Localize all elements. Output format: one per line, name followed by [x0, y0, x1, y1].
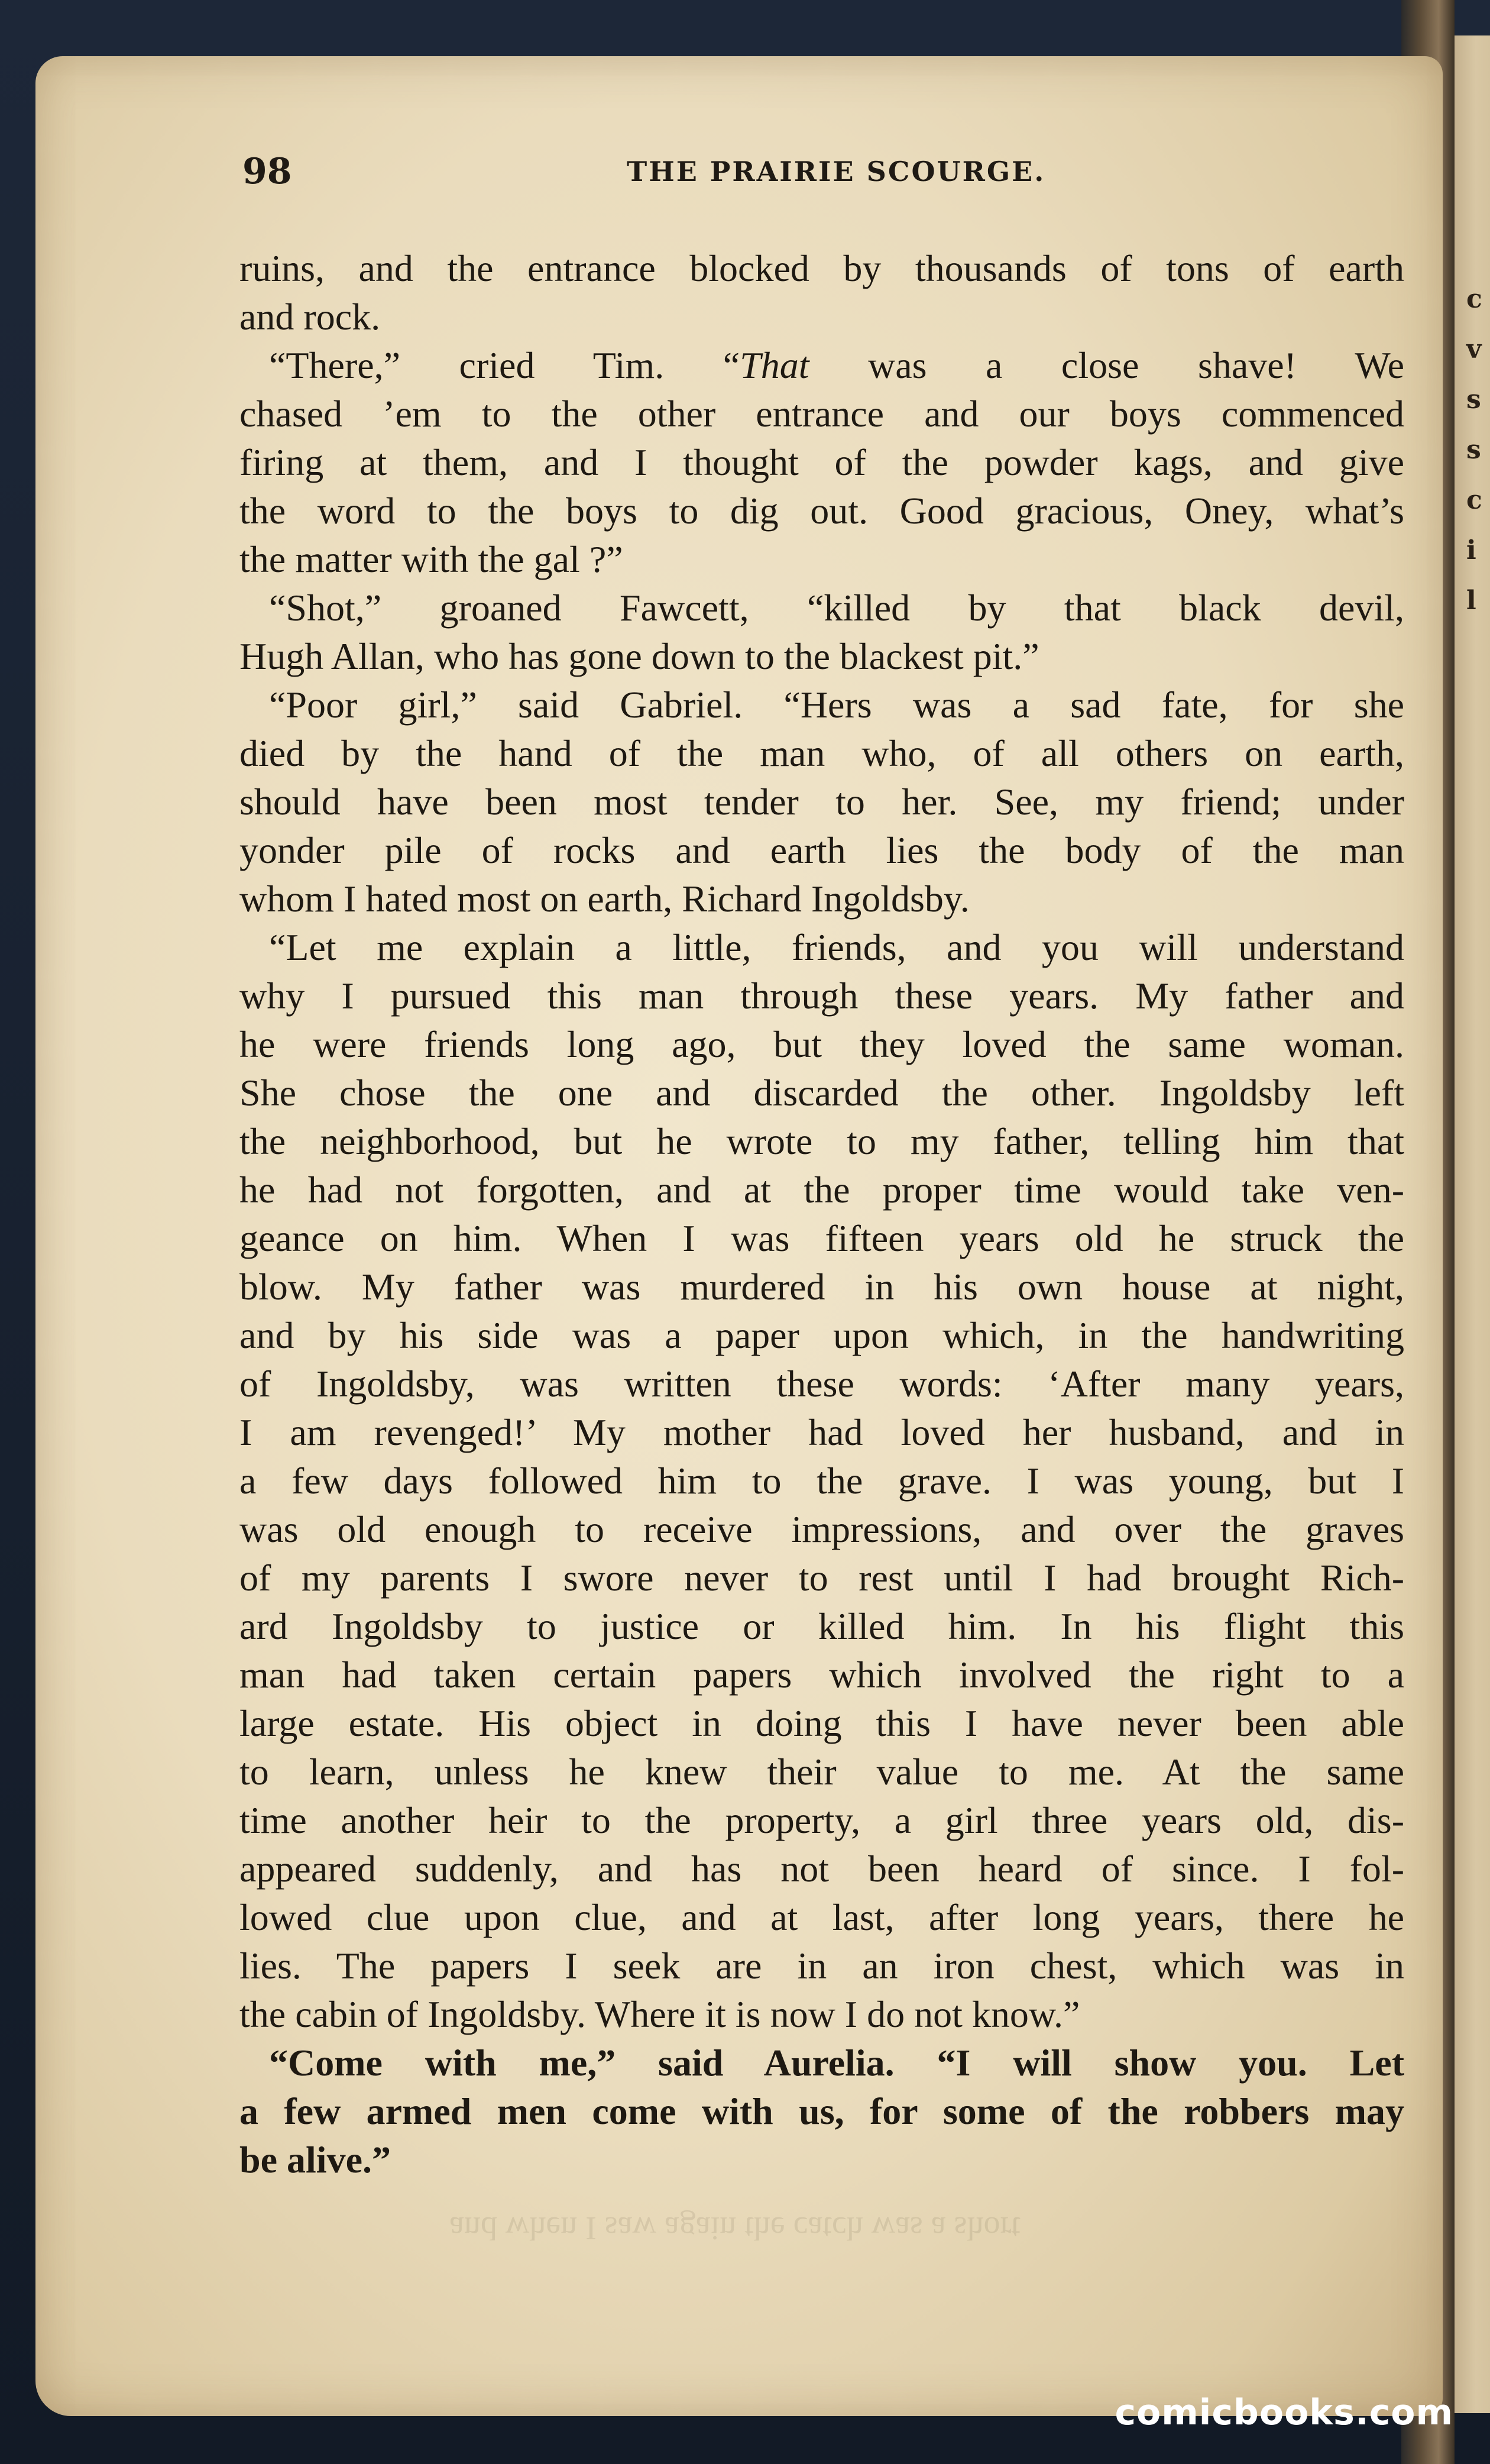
facing-page-fragment: c: [1466, 485, 1482, 515]
text-line: “Poor girl,” said Gabriel. “Hers was a sad fate, for she: [269, 684, 1404, 726]
text-line: the matter with the gal ?”: [239, 538, 623, 580]
text-line: geance on him. When I was fifteen years old he struck the: [239, 1217, 1404, 1259]
text-fragment: was a close shave! We: [809, 344, 1404, 386]
text-line: “Shot,” groaned Fawcett, “killed by that black devil,: [269, 587, 1404, 629]
text-line: “Let me explain a little, friends, and you will understand: [269, 926, 1404, 968]
text-line: and rock.: [239, 296, 381, 338]
italic-word: That: [740, 344, 809, 386]
facing-page-fragment: c: [1466, 284, 1482, 314]
watermark: comicbooks.com: [1115, 2392, 1453, 2433]
text-line: the neighborhood, but he wrote to my father, telling him that: [239, 1120, 1404, 1162]
text-line: ruins, and the entrance blocked by thousands of tons of earth: [239, 247, 1404, 289]
text-line: was old enough to receive impressions, and over the graves: [239, 1508, 1404, 1550]
text-line: died by the hand of the man who, of all others on earth,: [239, 732, 1404, 774]
page-header: [242, 151, 1366, 204]
text-line: he had not forgotten, and at the proper time would take ven-: [239, 1169, 1404, 1211]
body-text: [239, 244, 1404, 2184]
text-line: man had taken certain papers which involved the right to a: [239, 1654, 1404, 1696]
text-line: appeared suddenly, and has not been heard of since. I fol-: [239, 1848, 1404, 1890]
page-number: 98: [242, 151, 292, 192]
facing-page-fragment: s: [1466, 435, 1481, 465]
facing-page-fragment: i: [1466, 535, 1476, 565]
text-line: large estate. His object in doing this I have never been able: [239, 1702, 1404, 1744]
text-line: chased ’em to the other entrance and our boys commenced: [239, 393, 1404, 435]
text-line: I am revenged!’ My mother had loved her husband, and in: [239, 1411, 1404, 1453]
text-line: ard Ingoldsby to justice or killed him. In his flight this: [239, 1605, 1404, 1647]
text-line: whom I hated most on earth, Richard Ingoldsby.: [239, 878, 970, 920]
text-line: the cabin of Ingoldsby. Where it is now I do not know.”: [239, 1993, 1080, 2035]
facing-page-fragment: l: [1466, 586, 1476, 616]
text-line: time another heir to the property, a girl three years old, dis-: [239, 1799, 1404, 1841]
bleed-through-text: and when I saw again the catch was a short: [449, 2210, 1021, 2246]
facing-page-fragment: s: [1466, 384, 1481, 415]
text-line: firing at them, and I thought of the powder kags, and give: [239, 441, 1404, 483]
text-line: a few armed men come with us, for some of the robbers may: [239, 2090, 1404, 2132]
text-line: to learn, unless he knew their value to me. At the same: [239, 1751, 1404, 1793]
text-line: lies. The papers I seek are in an iron chest, which was in: [239, 1945, 1404, 1987]
text-line: lowed clue upon clue, and at last, after long years, there he: [239, 1896, 1404, 1938]
text-line: of my parents I swore never to rest until I had brought Rich-: [239, 1557, 1404, 1599]
running-title: THE PRAIRIE SCOURGE.: [627, 156, 1046, 187]
text-line: why I pursued this man through these years. My father and: [239, 975, 1404, 1017]
facing-page-fragment: v: [1466, 334, 1482, 364]
text-line: be alive.”: [239, 2139, 391, 2181]
text-line: should have been most tender to her. See, my friend; under: [239, 781, 1404, 823]
text-line: of Ingoldsby, was written these words: ‘After many years,: [239, 1363, 1404, 1405]
text-line: [239, 341, 1404, 390]
text-line: She chose the one and discarded the other. Ingoldsby left: [239, 1072, 1404, 1114]
text-line: and by his side was a paper upon which, in the handwriting: [239, 1314, 1404, 1356]
text-fragment: “There,” cried Tim. “: [269, 344, 740, 386]
text-line: blow. My father was murdered in his own house at night,: [239, 1266, 1404, 1308]
text-line: a few days followed him to the grave. I was young, but I: [239, 1460, 1404, 1502]
text-line: Hugh Allan, who has gone down to the blackest pit.”: [239, 635, 1039, 677]
text-line: he were friends long ago, but they loved the same woman.: [239, 1023, 1404, 1065]
text-line: “Come with me,” said Aurelia. “I will show you. Let: [269, 2042, 1404, 2084]
text-line: the word to the boys to dig out. Good gracious, Oney, what’s: [239, 490, 1404, 532]
text-line: yonder pile of rocks and earth lies the body of the man: [239, 829, 1404, 871]
book-page: [35, 56, 1443, 2416]
